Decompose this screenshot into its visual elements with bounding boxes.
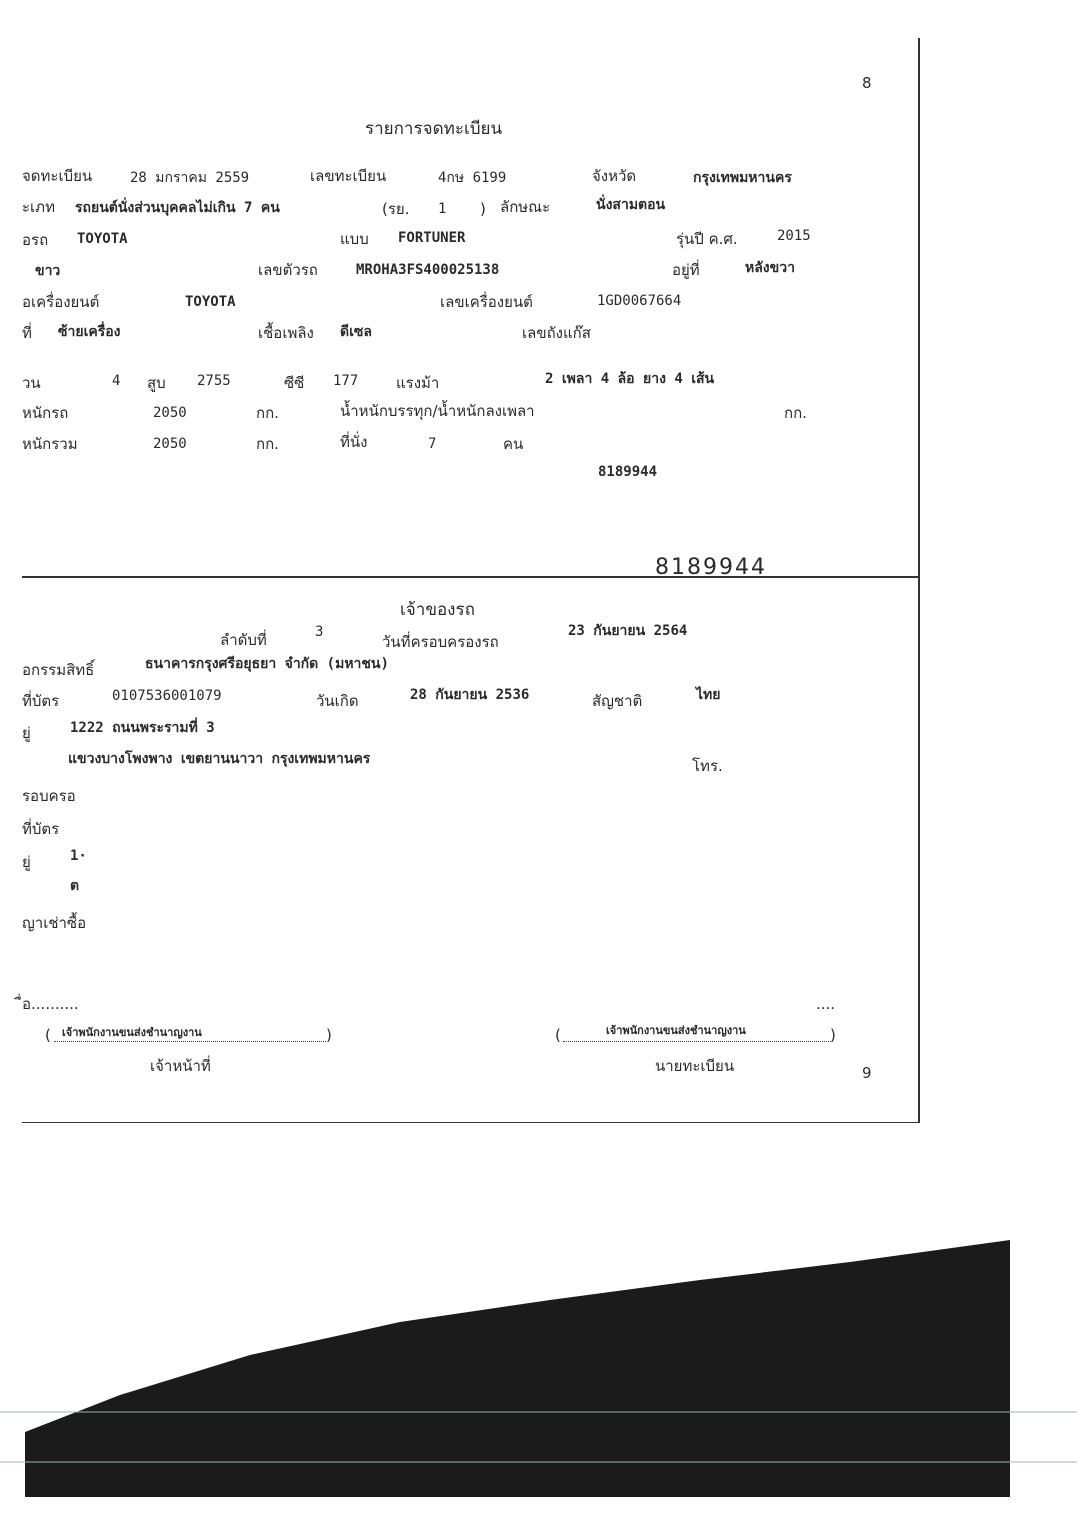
order-label: ลำดับที่ xyxy=(220,631,267,649)
vehicle-weight-unit: กก. xyxy=(256,404,279,422)
model-value: FORTUNER xyxy=(398,230,466,246)
make-value: TOYOTA xyxy=(77,231,128,247)
owner-address-line1: 1222 ถนนพระรามที่ 3 xyxy=(70,720,215,736)
left-signature-open-paren: ( xyxy=(45,1026,51,1044)
engine-position-label: ที่ xyxy=(22,324,32,342)
left-signature-role: เจ้าหน้าที่ xyxy=(150,1057,211,1075)
registration-title: รายการจดทะเบียน xyxy=(365,119,503,139)
owner-address-line2: แขวงบางโพงพาง เขตยานนาวา กรุงเทพมหานคร xyxy=(68,751,371,767)
engine-number-label: เลขเครื่องยนต์ xyxy=(440,293,533,311)
model-year-label: รุ่นปี ค.ศ. xyxy=(676,230,738,248)
fuel-value: ดีเซล xyxy=(340,324,372,340)
vehicle-code-value: 1 xyxy=(438,201,447,217)
total-weight-value: 2050 xyxy=(153,436,187,452)
owner-birth-value: 28 กันยายน 2536 xyxy=(410,687,530,703)
reg-date-label: จดทะเบียน xyxy=(22,167,93,185)
fuel-label: เชื้อเพลิง xyxy=(258,324,314,342)
cut-number: 8189944 xyxy=(655,555,767,580)
possession-date-value: 23 กันยายน 2564 xyxy=(568,623,688,639)
owner-id-value: 0107536001079 xyxy=(112,688,222,704)
order-value: 3 xyxy=(315,624,324,640)
vehicle-type-value: รถยนต์นั่งส่วนบุคคลไม่เกิน 7 คน xyxy=(75,200,280,216)
owner-birth-label: วันเกิด xyxy=(316,692,359,710)
vehicle-weight-value: 2050 xyxy=(153,405,187,421)
cylinders-label: วน xyxy=(22,374,41,392)
plate-label: เลขทะเบียน xyxy=(310,167,387,185)
page-number-bottom: 9 xyxy=(862,1064,872,1082)
holder-address-fragment-2: ต xyxy=(70,878,80,894)
right-signature-role: นายทะเบียน xyxy=(655,1057,735,1075)
owner-id-label: ที่บัตร xyxy=(22,692,60,710)
signature-name-prefix: ื่อ.......... xyxy=(22,995,79,1013)
left-signature-stamp: เจ้าพนักงานขนส่งชำนาญงาน xyxy=(62,1026,202,1039)
engine-make-label: อเครื่องยนต์ xyxy=(22,293,100,311)
cylinders-value: 4 xyxy=(112,373,121,389)
cc-unit: ซีซี xyxy=(284,374,305,392)
chassis-at-value: หลังขวา xyxy=(745,260,795,276)
axle-wheel-text: 2 เพลา 4 ล้อ ยาง 4 เส้น xyxy=(545,371,715,387)
plate-value: 4กษ 6199 xyxy=(438,170,507,186)
gas-tank-label: เลขถังแก๊ส xyxy=(522,324,591,342)
province-value: กรุงเทพมหานคร xyxy=(693,170,792,186)
stamp-number: 8189944 xyxy=(598,464,658,480)
owner-rights-label: อกรรมสิทธิ์ xyxy=(22,661,95,679)
engine-make-value: TOYOTA xyxy=(185,294,236,310)
load-weight-unit: กก. xyxy=(784,404,807,422)
total-weight-label: หนักรวม xyxy=(22,435,78,453)
possession-date-label: วันที่ครอบครองรถ xyxy=(382,633,499,651)
seats-unit: คน xyxy=(503,435,524,453)
vehicle-code-close: ) xyxy=(480,200,486,218)
cylinders-unit: สูบ xyxy=(147,374,166,392)
page-right-border xyxy=(918,38,920,1123)
hp-unit: แรงม้า xyxy=(396,374,440,392)
owner-title: เจ้าของรถ xyxy=(400,600,475,620)
color-value: ขาว xyxy=(35,263,61,279)
vehicle-code-open: (รย. xyxy=(382,200,410,218)
vehicle-type-label: ะเภท xyxy=(22,198,55,216)
holder-address-fragment-1: 1· xyxy=(70,848,87,864)
chassis-at-label: อยู่ที่ xyxy=(672,261,700,279)
cc-value: 2755 xyxy=(197,373,231,389)
owner-nation-value: ไทย xyxy=(696,687,721,703)
total-weight-unit: กก. xyxy=(256,435,279,453)
vehicle-style-label: ลักษณะ xyxy=(500,198,551,216)
owner-nation-label: สัญชาติ xyxy=(592,692,643,710)
owner-address-label: ยู่ xyxy=(22,724,31,742)
owner-rights-value: ธนาคารกรุงศรีอยุธยา จำกัด (มหาชน) xyxy=(145,656,389,672)
seats-label: ที่นั่ง xyxy=(340,433,368,451)
page-number-top: 8 xyxy=(862,74,872,92)
signature-name-suffix: .... xyxy=(816,995,836,1013)
vehicle-style-value: นั่งสามตอน xyxy=(596,197,666,213)
chassis-label: เลขตัวรถ xyxy=(258,261,318,279)
engine-number-value: 1GD0067664 xyxy=(597,293,682,309)
holder-label: รอบครอ xyxy=(22,787,76,805)
right-signature-close-paren: ) xyxy=(830,1026,836,1044)
holder-address-label: ยู่ xyxy=(22,853,31,871)
right-signature-line xyxy=(563,1041,831,1042)
right-signature-open-paren: ( xyxy=(555,1026,561,1044)
seats-value: 7 xyxy=(428,436,437,452)
right-signature-stamp: เจ้าพนักงานขนส่งชำนาญงาน xyxy=(606,1024,746,1037)
model-year-value: 2015 xyxy=(777,228,811,244)
reg-date-value: 28 มกราคม 2559 xyxy=(130,170,250,186)
left-signature-close-paren: ) xyxy=(326,1026,332,1044)
owner-phone-label: โทร. xyxy=(692,757,723,775)
hp-value: 177 xyxy=(333,373,359,389)
chassis-value: MROHA3FS400025138 xyxy=(356,262,500,278)
lease-label: ญาเช่าซื้อ xyxy=(22,914,87,932)
province-label: จังหวัด xyxy=(592,167,637,185)
make-label: อรถ xyxy=(22,231,49,249)
page-bottom-border xyxy=(22,1122,920,1123)
model-label: แบบ xyxy=(340,230,369,248)
load-weight-label: น้ำหนักบรรทุก/น้ำหนักลงเพลา xyxy=(340,402,535,420)
section-cut-line xyxy=(22,576,920,578)
vehicle-weight-label: หนักรถ xyxy=(22,404,69,422)
engine-position-value: ซ้ายเครื่อง xyxy=(58,324,121,340)
holder-id-label: ที่บัตร xyxy=(22,820,60,838)
